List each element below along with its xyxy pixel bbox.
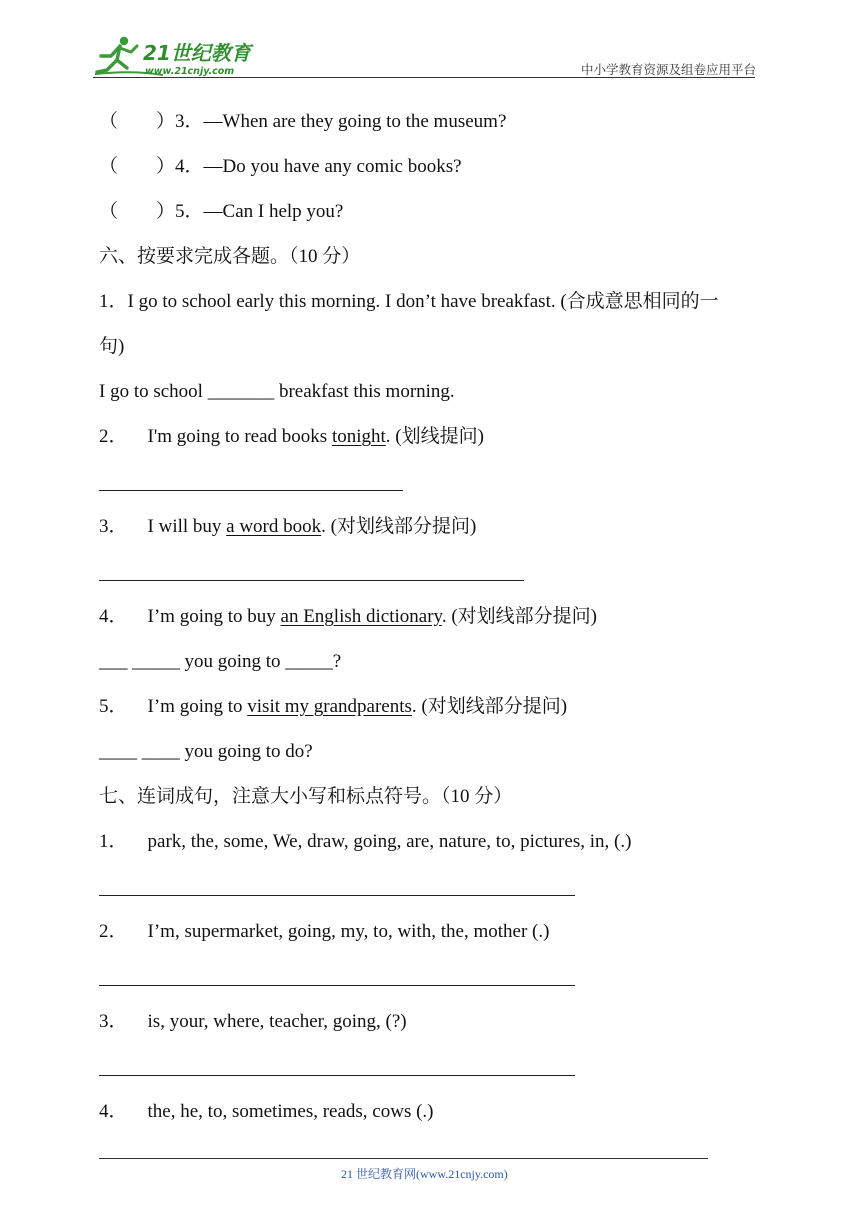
answer-line-2[interactable] — [99, 490, 403, 491]
word-list: is, your, where, teacher, going, (?) — [147, 1011, 407, 1032]
underlined-phrase: visit my grandparents — [247, 696, 412, 717]
s7-item-4 — [99, 1100, 434, 1124]
word-list: the, he, to, sometimes, reads, cows (.) — [147, 1101, 434, 1122]
question-text: I'm going to read books — [147, 426, 332, 447]
s6-question-4 — [99, 605, 597, 629]
question-text: I will buy — [147, 516, 227, 537]
s6-question-5 — [99, 695, 567, 719]
question-number: 3． — [99, 516, 128, 537]
logo-url: www.21cnjy.com — [145, 66, 235, 77]
question-instruction: . (对划线部分提问) — [441, 606, 597, 627]
answer-text: breakfast this morning. — [274, 381, 455, 402]
answer-text: I go to school — [99, 381, 208, 402]
section-7-title: 七、连词成句，注意大小写和标点符号。（10 分） — [99, 786, 513, 807]
question-number: 5． — [99, 696, 128, 717]
question-text: I’m going to buy — [147, 606, 281, 627]
logo-text: 21世纪教育 — [143, 41, 251, 65]
s7-item-2 — [99, 920, 549, 944]
answer-parentheses: （ ） — [99, 201, 176, 222]
s6-answer-5[interactable]: ____ ____ you going to do? — [99, 741, 313, 762]
question-instruction: . (划线提问) — [385, 426, 484, 447]
s6-question-1-cont: 句) — [99, 336, 125, 357]
answer-parentheses: （ ） — [99, 156, 176, 177]
matching-text: 3．—When are they going to the museum? — [175, 111, 507, 132]
question-number: 2． — [99, 921, 128, 942]
s7-item-1 — [99, 830, 631, 854]
section-6-title: 六、按要求完成各题。（10 分） — [99, 246, 361, 267]
answer-blank[interactable]: _______ — [207, 381, 275, 402]
header-platform-text: 中小学教育资源及组卷应用平台 — [580, 63, 756, 77]
s6-question-1: 1．I go to school early this morning. I don’t have breakfast. (合成意思相同的一 — [99, 291, 719, 312]
matching-item-3 — [99, 110, 506, 134]
word-list: I’m, supermarket, going, my, to, with, the, mother (.) — [147, 921, 550, 942]
answer-parentheses: （ ） — [99, 111, 176, 132]
matching-text: 4．—Do you have any comic books? — [175, 156, 462, 177]
underlined-phrase: a word book — [226, 516, 322, 537]
word-list: park, the, some, We, draw, going, are, nature, to, pictures, in, (.) — [147, 831, 632, 852]
matching-item-5 — [99, 200, 343, 224]
matching-text: 5．—Can I help you? — [175, 201, 344, 222]
footer-text[interactable]: 21 世纪教育网(www.21cnjy.com) — [341, 1167, 508, 1181]
answer-line-3[interactable] — [99, 580, 524, 581]
question-number: 3． — [99, 1011, 128, 1032]
matching-item-4 — [99, 155, 462, 179]
answer-line-s7-2[interactable] — [99, 985, 575, 986]
answer-line-s7-1[interactable] — [99, 895, 575, 896]
footer-divider — [99, 1158, 708, 1159]
question-number: 4． — [99, 606, 128, 627]
s6-question-3 — [99, 515, 476, 539]
s6-question-2 — [99, 425, 484, 449]
question-instruction: . (对划线部分提问) — [321, 516, 477, 537]
answer-line-s7-3[interactable] — [99, 1075, 575, 1076]
underlined-phrase: tonight — [331, 426, 386, 447]
s7-item-3 — [99, 1010, 407, 1034]
s6-answer-4[interactable]: ___ _____ you going to _____? — [99, 651, 342, 672]
question-text: I’m going to — [147, 696, 248, 717]
s6-answer-1 — [99, 380, 455, 404]
question-number: 2． — [99, 426, 128, 447]
site-logo — [93, 34, 263, 78]
header-divider — [93, 77, 755, 78]
question-number: 1． — [99, 831, 128, 852]
question-instruction: . (对划线部分提问) — [411, 696, 568, 717]
question-number: 4． — [99, 1101, 128, 1122]
underlined-phrase: an English dictionary — [280, 606, 442, 627]
